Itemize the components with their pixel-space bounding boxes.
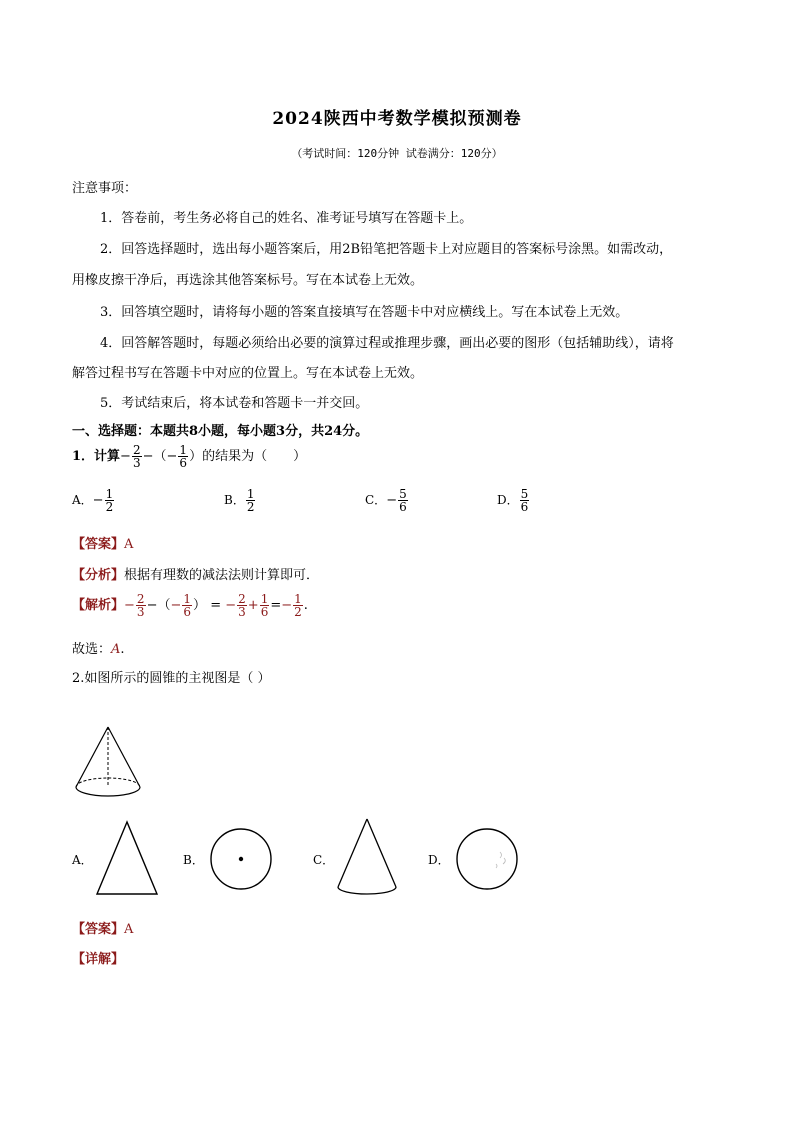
- q2-answer: 【答案】A: [72, 922, 134, 937]
- cone-figure: [72, 725, 144, 801]
- circle-with-dot-shape: [210, 828, 274, 892]
- q1-analysis: 【分析】根据有理数的减法法则计算即可．: [72, 568, 320, 583]
- circle-shape: [456, 828, 520, 892]
- question-2: 2.如图所示的圆锥的主视图是（ ）: [72, 671, 271, 686]
- q1-option-a: A．− $\frac{1}{2}$: [72, 487, 114, 514]
- q2-option-c-label: C．: [313, 853, 335, 867]
- notice-2-cont: 用橡皮擦干净后，再选涂其他答案标号。写在本试卷上无效。: [72, 273, 424, 288]
- q2-option-d-label: D．: [428, 853, 450, 867]
- notice-2: 2．回答选择题时，选出每小题答案后，用2B铅笔把答题卡上对应题目的答案标号涂黑。如需改动，: [100, 242, 673, 257]
- q1-choose: 故选：A.: [72, 642, 125, 657]
- q1-frac-2: $\frac{1}{6}$: [179, 443, 188, 470]
- notice-1: 1．答卷前，考生务必将自己的姓名、准考证号填写在答题卡上。: [100, 211, 473, 226]
- exam-info: （考试时间：120分钟 试卷满分：120分）: [291, 147, 503, 160]
- triangle-shape: [96, 820, 158, 896]
- q1-option-c: C．− $\frac{5}{6}$: [365, 487, 407, 514]
- section-heading: 一、选择题：本题共8小题，每小题3分，共24分。: [72, 424, 369, 439]
- cone-side-shape: [336, 817, 398, 897]
- q2-option-a-label: A．: [72, 853, 93, 867]
- notice-5: 5．考试结束后，将本试卷和答题卡一并交回。: [100, 396, 369, 411]
- question-1: 1．计算− $\frac{2}{3}$ −（− $\frac{1}{6}$ ）的结果为（ ）: [72, 443, 307, 470]
- q1-option-b: B． $\frac{1}{2}$: [224, 487, 255, 514]
- q1-option-d: D． $\frac{5}{6}$: [497, 487, 529, 514]
- q1-solution: 【解析】− $\frac{2}{3}$ −（− $\frac{1}{6}$ ） = − $\frac{2}{3}$ + $\frac{1}{6}$ =− $\frac{1}{2}$ .: [72, 592, 308, 619]
- notice-4: 4．回答解答题时，每题必须给出必要的演算过程或推理步骤，画出必要的图形（包括辅助线），请将: [100, 336, 674, 351]
- notice-heading: 注意事项：: [72, 181, 138, 196]
- q1-frac-1: $\frac{2}{3}$: [132, 443, 141, 470]
- notice-3: 3．回答填空题时，请将每小题的答案直接填写在答题卡中对应横线上。写在本试卷上无效。: [100, 305, 629, 320]
- page-title: 2024陕西中考数学模拟预测卷: [272, 109, 522, 129]
- q1-neg: −: [120, 449, 131, 464]
- q1-prefix: 1．计算: [72, 449, 121, 464]
- notice-4-cont: 解答过程书写在答题卡中对应的位置上。写在本试卷上无效。: [72, 366, 424, 381]
- q2-option-b-label: B．: [183, 853, 204, 867]
- q1-answer: 【答案】A: [72, 537, 134, 552]
- q2-detail: 【详解】: [72, 952, 125, 967]
